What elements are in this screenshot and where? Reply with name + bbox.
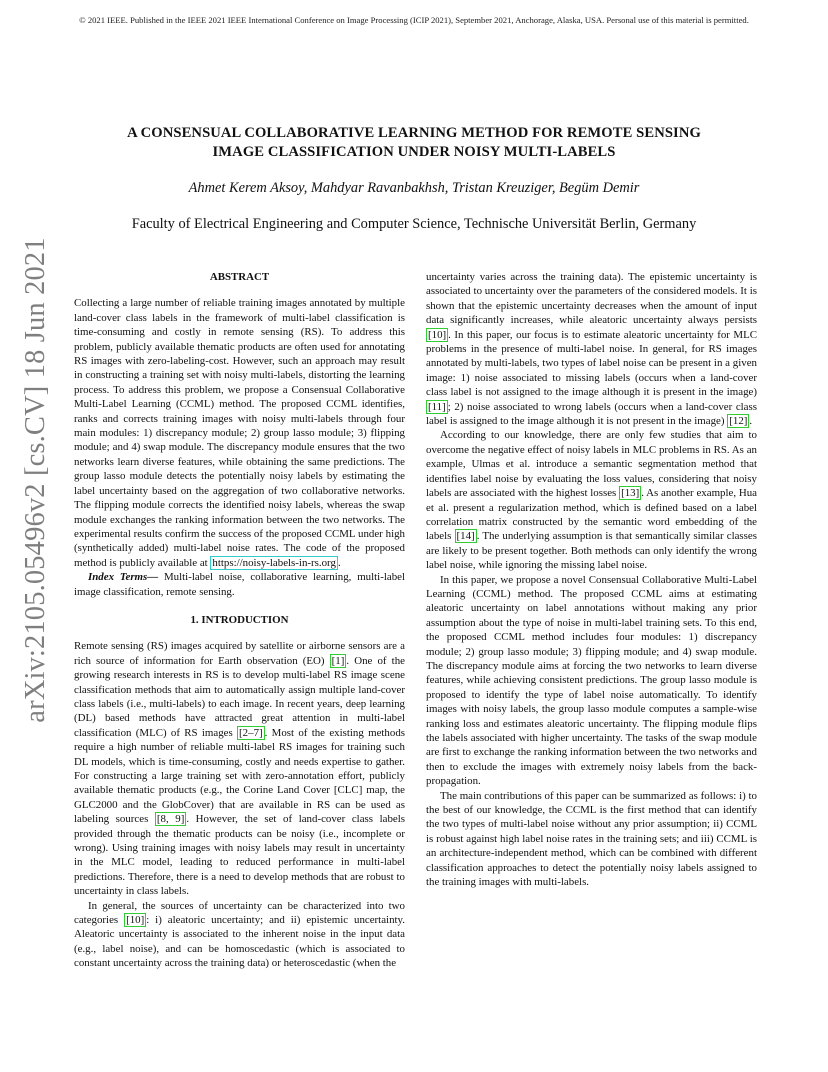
citation-link[interactable]: [1]	[331, 654, 345, 667]
intro-p2-text: .	[749, 415, 753, 428]
intro-p1-text: Remote sensing (RS) images acquired by satellite or airborne sensors are a rich source of information for Earth observation (EO)	[74, 640, 405, 667]
intro-p3-text: . As another example, Hua et al. present a regularization method, which is defined based on a label correlation matrix constructed by the semantic word embedding of the labels	[426, 487, 757, 543]
intro-paragraph-2-continued	[426, 270, 757, 428]
arxiv-id: arXiv:2105.05496v2 [cs.CV] 18 Jun 2021	[20, 237, 51, 723]
copyright-notice: © 2021 IEEE. Published in the IEEE 2021 IEEE International Conference on Image Processing (ICIP 2021), September 2021, Anchorage, Alaska, USA. Personal use of this material is permitted.	[79, 15, 749, 25]
abstract-text	[74, 296, 405, 570]
intro-p3-text: According to our knowledge, there are only few studies that aim to overcome the negative effect of noisy labels in MLC problems in RS. As an example, Ulmas et al. introduce a semantic segmentation method that identifies label noise by evaluating the loss values, considering that noisy labels are associated with the highest losses	[426, 429, 757, 500]
intro-p3-text: . The underlying assumption is that semantically similar classes are likely to be present together. Both methods can only identify the wrong label noise, while ignoring the missing label noise.	[426, 530, 757, 572]
intro-p1-text: . Most of the existing methods require a high number of reliable multi-label RS images for training such DL models, which is time-consuming, costly and needs expertise to gather. For constructing a large training set with zero-annotation effort, publicly available thematic products (e.g., the Corine Land Cover [CLC] map, the GLC2000 and the GlobCover) that are available in RS can be used as labeling sources	[74, 726, 406, 826]
intro-paragraph-3	[426, 428, 757, 572]
intro-p2-continued-text: uncertainty varies across the training data). The epistemic uncertainty is associated to uncertainty over the parameters of the considered models. It is shown that the epistemic uncertainty decreases when the amount of input data significantly increases, while aleatoric uncertainty always persists	[426, 271, 757, 327]
index-terms-label: Index Terms—	[88, 571, 159, 584]
citation-link[interactable]: [8, 9]	[156, 813, 185, 826]
right-column	[426, 270, 757, 889]
affiliation: Faculty of Electrical Engineering and Computer Science, Technische Universität Berlin, Germany	[131, 216, 697, 232]
intro-p2-text: ; 2) noise associated to wrong labels (occurs when a land-cover class label is assigned to the image although it is not present in the image)	[426, 400, 757, 428]
intro-paragraph-5: The main contributions of this paper can be summarized as follows: i) to the best of our knowledge, the CCML is the first method that can identify the two types of multi-label noise without any prior assumption; ii) CCML is robust against high label noise rates in the training sets; and iii) CCML is an architecture-independent method, which can be combined with different classification approaches to detect the potentially noisy labels assigned to the training images with multi-labels.	[426, 789, 757, 889]
abstract-heading: ABSTRACT	[209, 271, 270, 283]
abstract-body-text: Collecting a large number of reliable training images annotated by multiple land-cover class labels in the framework of multi-label classification is time-consuming and costly in remote sensing (RS). To address this problem, publicly available thematic products are often used for annotating RS images with zero-labeling-cost. However, such an approach may result in constructing a training set with noisy multi-labels, distorting the learning process. To address this problem, we propose a Consensual Collaborative Multi-Label Learning (CCML) method. The proposed CCML identifies, ranks and corrects training images with noisy multi-labels through four main modules: 1) discrepancy module; 2) group lasso module; 3) flipping module; and 4) swap module. The discrepancy module ensures that the two networks learn diverse features, while obtaining the same predictions. The group lasso module detects the potentially noisy labels by estimating the label uncertainty based on the aggregation of two collaborative networks. The flipping module corrects the identified noisy labels, whereas the swap module exchanges the ranking information between the two networks. The experimental results confirm the success of the proposed CCML under high (synthetically added) multi-label noise rates. The code of the proposed method is publicly available at	[74, 297, 405, 569]
index-terms-text: Multi-label noise, collaborative learning, multi-label image classification, remote sensing.	[74, 571, 405, 598]
abstract-end-punct: .	[337, 556, 341, 569]
citation-link[interactable]: [14]	[456, 530, 475, 543]
intro-p1-text: . One of the growing research interests in RS is to develop multi-label RS image scene classification methods that aim to automatically assign multiple land-cover class labels (i.e., multi-labels) to each image. In recent years, deep learning (DL) based methods have attracted great attention in multi-label classification (MLC) of RS images	[74, 654, 405, 739]
introduction-heading: 1. INTRODUCTION	[190, 613, 289, 626]
intro-p1-text: . However, the set of land-cover class labels provided through the thematic products can be noisy (i.e., incomplete or wrong). Using training images with noisy labels may result in uncertainty in the MLC model, leading to reduced performance in multi-label predictions. Therefore, there is a need to develop methods that are robust to uncertainty in class labels.	[74, 813, 406, 898]
intro-paragraph-2	[74, 899, 405, 971]
author-list: Ahmet Kerem Aksoy, Mahdyar Ravanbakhsh, Tristan Kreuziger, Begüm Demir	[188, 180, 640, 196]
citation-link[interactable]: [2–7]	[239, 726, 263, 739]
index-terms	[74, 570, 405, 599]
intro-paragraph-4: In this paper, we propose a novel Consensual Collaborative Multi-Label Learning (CCML) method. The proposed CCML aims at estimating aleatoric uncertainty on label annotations without making any prior assumption about the type of noise in multi-label training sets. To this end, the proposed CCML method includes four modules: 1) discrepancy module; 2) group lasso module; 3) flipping module; and 4) swap module. The discrepancy module aims at forcing the two networks to learn diverse features, while achieving consistent predictions. The group lasso module is proposed to identify the type of label noise automatically. To identify images with noisy labels, the group lasso module computes a sample-wise ranking loss and estimates aleatoric uncertainty. The flipping module flips the labels associated with higher uncertainty. The tasks of the swap module are first to exchange the ranking information between the two networks and then to exclude the images with extremely noisy labels from the back-propagation.	[426, 573, 757, 788]
title-line-2: IMAGE CLASSIFICATION UNDER NOISY MULTI-LABELS	[212, 144, 616, 160]
intro-paragraph-1	[74, 639, 405, 898]
citation-link[interactable]: [11]	[428, 400, 446, 413]
title-line-1: A CONSENSUAL COLLABORATIVE LEARNING METHOD FOR REMOTE SENSING	[127, 125, 701, 141]
intro-p2-text: In general, the sources of uncertainty can be characterized into two categories	[74, 899, 405, 927]
citation-link[interactable]: [10]	[428, 328, 447, 341]
citation-link[interactable]: [10]	[126, 914, 145, 927]
paper-title	[80, 124, 748, 162]
citation-link[interactable]: [13]	[621, 487, 640, 500]
code-url-link[interactable]: https://noisy-labels-in-rs.org	[212, 556, 336, 569]
citation-link[interactable]: [12]	[729, 415, 748, 428]
intro-p2-text: : i) aleatoric uncertainty; and ii) epistemic uncertainty. Aleatoric uncertainty is associated to the inherent noise in the input data (e.g., label noise), and can be homoscedastic (which is associated to constant uncertainty across the training data) or heteroscedastic (when the	[74, 914, 405, 970]
left-column	[74, 270, 405, 971]
intro-p2-text: . In this paper, our focus is to estimate aleatoric uncertainty for MLC problems in the presence of multi-label noise. In general, for RS images annotated by multi-labels, two types of label noise can be present in a given image: 1) noise associated to missing labels (occurs when a land-cover class label is not assigned to the image although it is present in the image)	[426, 328, 757, 399]
